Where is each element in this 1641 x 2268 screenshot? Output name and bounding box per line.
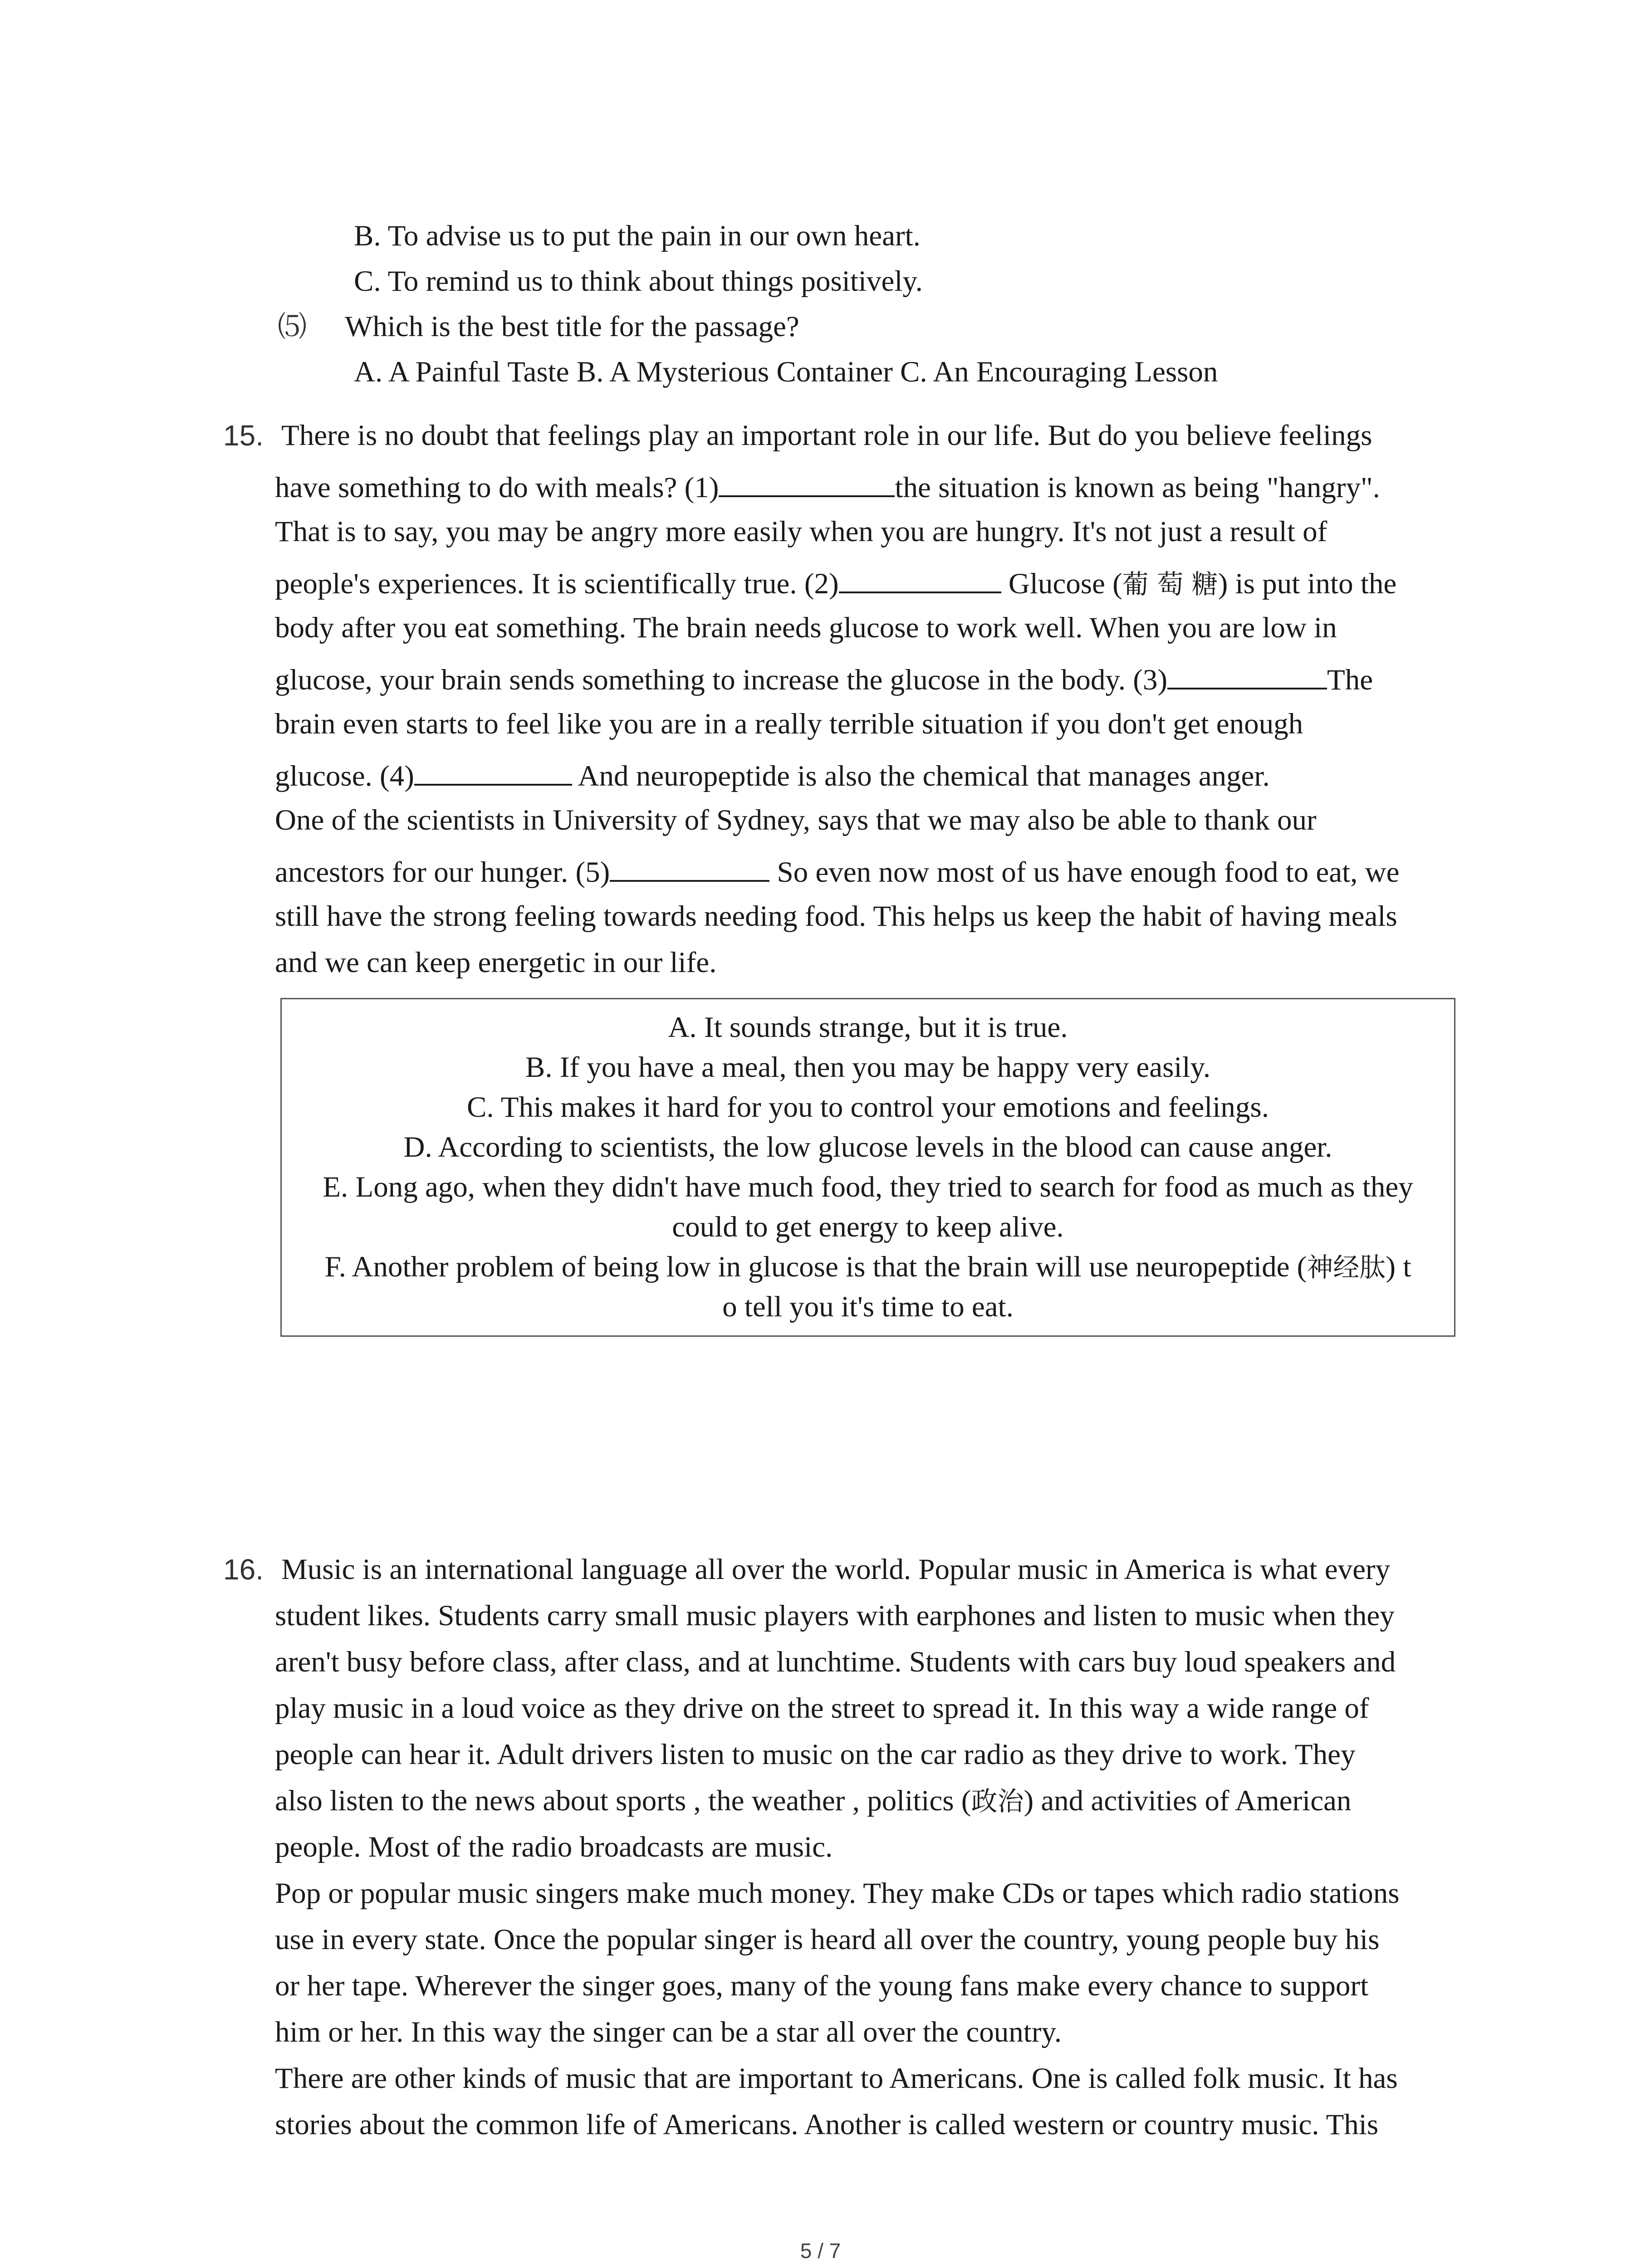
q15-options-box (280, 998, 1455, 1337)
q16-line: play music in a loud voice as they drive on the street to spread it. In this way a wide range of (275, 1692, 1369, 1725)
q16-cjk-gloss: 政治 (971, 1786, 1024, 1817)
q15-line: brain even starts to feel like you are in a really terrible situation if you don't get enough (275, 708, 1303, 740)
q15-number: 15. (223, 419, 264, 452)
q15-line (275, 660, 1373, 698)
option-f-text: ) t (1386, 1251, 1411, 1283)
answer-blank-1[interactable] (719, 467, 895, 497)
q16-line: Music is an international language all over the world. Popular music in America is what every (281, 1553, 1391, 1586)
q15-line (275, 563, 1396, 602)
q16-number: 16. (223, 1553, 264, 1586)
q15-text: people's experiences. It is scientifically true. (2) (275, 567, 839, 600)
q15-text: The (1327, 664, 1373, 696)
answer-blank-5[interactable] (610, 852, 769, 882)
q15-text: the situation is known as being "hangry". (895, 471, 1380, 504)
page-number: 5 / 7 (800, 2239, 841, 2263)
q16-line: student likes. Students carry small music players with earphones and listen to music when they (275, 1599, 1395, 1632)
q16-line: stories about the common life of Americans. Another is called western or country music. This (275, 2108, 1379, 2141)
q14-sub5-question: Which is the best title for the passage? (345, 310, 799, 343)
q16-line: or her tape. Wherever the singer goes, many of the young fans make every chance to support (275, 1970, 1369, 2002)
q15-line: still have the strong feeling towards needing food. This helps us keep the habit of having meals (275, 900, 1397, 933)
option-d: D. According to scientists, the low glucose levels in the blood can cause anger. (403, 1131, 1332, 1163)
option-a: A. It sounds strange, but it is true. (668, 1011, 1068, 1044)
q15-line: and we can keep energetic in our life. (275, 946, 717, 979)
q14-option-b: B. To advise us to put the pain in our own heart. (354, 220, 921, 252)
q15-line (275, 756, 1270, 794)
q16-text: ) and activities of American (1024, 1784, 1352, 1817)
q14-sub5-options: A. A Painful Taste B. A Mysterious Container C. An Encouraging Lesson (354, 356, 1218, 388)
option-c: C. This makes it hard for you to control your emotions and feelings. (467, 1091, 1269, 1124)
q16-line: aren't busy before class, after class, and at lunchtime. Students with cars buy loud speakers and (275, 1646, 1396, 1678)
answer-blank-4[interactable] (414, 756, 572, 786)
answer-blank-3[interactable] (1167, 660, 1327, 689)
q16-line: people can hear it. Adult drivers listen to music on the car radio as they drive to work. They (275, 1738, 1356, 1771)
q16-line: people. Most of the radio broadcasts are music. (275, 1831, 833, 1863)
q16-line: Pop or popular music singers make much money. They make CDs or tapes which radio stations (275, 1877, 1400, 1910)
option-f-cjk-gloss: 神经肽 (1307, 1252, 1386, 1283)
q16-line: There are other kinds of music that are important to Americans. One is called folk music. It has (275, 2062, 1398, 2095)
q15-text: glucose, your brain sends something to increase the glucose in the body. (3) (275, 664, 1167, 696)
q15-line (275, 852, 1399, 890)
q15-text: ancestors for our hunger. (5) (275, 856, 610, 889)
q15-text: And neuropeptide is also the chemical that manages anger. (572, 760, 1270, 792)
option-f-continued: o tell you it's time to eat. (722, 1290, 1014, 1323)
q15-line: That is to say, you may be angry more easily when you are hungry. It's not just a result of (275, 515, 1327, 548)
q15-text: Glucose ( (1001, 567, 1122, 600)
q15-text: glucose. (4) (275, 760, 414, 792)
q16-line: him or her. In this way the singer can be a star all over the country. (275, 2016, 1062, 2048)
option-f (282, 1249, 1454, 1286)
q15-line (275, 467, 1380, 506)
q16-text: also listen to the news about sports , the weather , politics ( (275, 1784, 971, 1817)
q14-option-c: C. To remind us to think about things positively. (354, 265, 923, 298)
option-e: E. Long ago, when they didn't have much food, they tried to search for food as much as they (323, 1171, 1413, 1203)
q15-line: body after you eat something. The brain needs glucose to work well. When you are low in (275, 611, 1337, 644)
q15-text: have something to do with meals? (1) (275, 471, 719, 504)
q16-line: use in every state. Once the popular singer is heard all over the country, young people buy his (275, 1923, 1380, 1956)
option-e-continued: could to get energy to keep alive. (672, 1211, 1064, 1243)
option-b: B. If you have a meal, then you may be happy very easily. (525, 1051, 1211, 1084)
option-f-text: F. Another problem of being low in glucose is that the brain will use neuropeptide ( (324, 1251, 1307, 1283)
q15-line: There is no doubt that feelings play an important role in our life. But do you believe feelings (281, 419, 1372, 452)
q16-line (275, 1783, 1351, 1819)
q15-text: ) is put into the (1218, 567, 1397, 600)
q15-text: So even now most of us have enough food to eat, we (769, 856, 1400, 889)
q15-cjk-gloss: 葡 萄 糖 (1122, 569, 1218, 600)
q15-line: One of the scientists in University of Sydney, says that we may also be able to thank our (275, 804, 1317, 836)
q14-sub5-number: ⑸ (278, 310, 307, 343)
answer-blank-2[interactable] (839, 563, 1001, 593)
